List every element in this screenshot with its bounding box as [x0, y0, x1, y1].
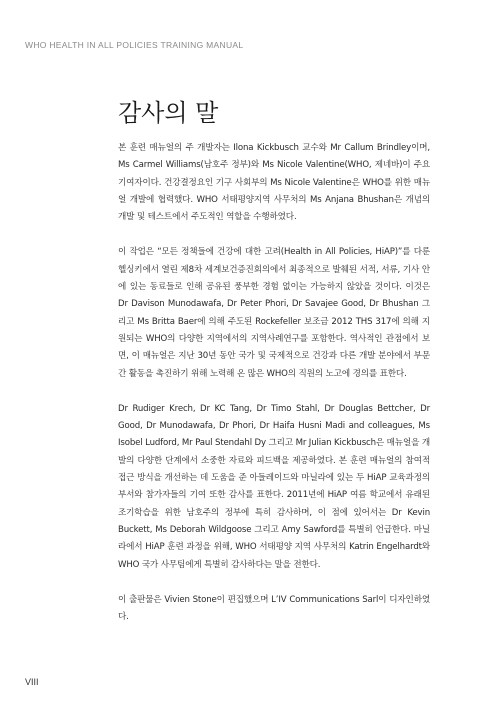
paragraph-publication: 이 출판물은 Vivien Stone이 편집했으며 L’IV Communications Sarl이 디자인하였다. — [118, 594, 430, 623]
paragraph-background: 이 작업은 “모든 정책들에 건강에 대한 고려(Health in All Policies, HiAP)”를 다룬 헬싱키에서 열린 제8차 세계보건증진회의에서 최종적으로 발췌된 서적, 서류, 기사 안에 있는 동료들로 인해 공유된 풍부한 경험 없이는 가능하지 않았을 것이다. 이것은 Dr Davison Munodawafa, Dr Peter Phori, Dr Savajee Good, Dr Bhushan 그리고 Ms Britta Baer에 의해 주도된 Rockefeller 보조금 2012 THS 317에 의해 지원되는 WHO의 다양한 지역에서의 지역사례연구를 포함한다. 역사적인 관점에서 보면, 이 매뉴얼은 지난 30년 동안 국가 및 국제적으로 건강과 다른 개발 분야에서 부문간 활동을 촉진하기 위해 노력해 온 많은 WHO의 직원의 노고에 경의를 표한다. — [118, 247, 430, 379]
paragraph-contributors: Dr Rudiger Krech, Dr KC Tang, Dr Timo Stahl, Dr Douglas Bettcher, Dr Good, Dr Munodawafa, Dr Phori, Dr Haifa Husni Madi and colleagues, Ms Isobel Ludford, Mr Paul Stendahl Dy 그리고 Mr Julian Kickbusch은 매뉴얼을 개발의 다양한 단계에서 소중한 자료와 피드백을 제공하였다. 본 훈련 매뉴얼의 참여적 접근 방식을 개선하는 데 도움을 준 아들레이드와 마닐라에 있는 두 HiAP 교육과정의 부서와 참가자들의 기여 또한 감사를 표한다. 2011년에 HiAP 여름 학교에서 유래된 조기학습을 위한 남호주의 정부에 특히 감사하며, 이 점에 있어서는 Dr Kevin Buckett, Ms Deborah Wildgoose 그리고 Amy Sawford를 특별히 언급한다. 마닐라에서 HiAP 훈련 과정을 위해, WHO 서태평양 지역 사무처의 Katrin Engelhardt와 WHO 국가 사무팀에게 특별히 감사하다는 말을 전한다. — [118, 403, 430, 570]
page-number: VIII — [25, 677, 39, 687]
body-text — [118, 140, 430, 644]
running-header: WHO HEALTH IN ALL POLICIES TRAINING MANUAL — [25, 40, 244, 50]
page-title: 감사의 말 — [118, 99, 219, 127]
paragraph-developers: 본 훈련 매뉴얼의 주 개발자는 Ilona Kickbusch 교수와 Mr Callum Brindley이며, Ms Carmel Williams(남호주 정부)와 Ms Nicole Valentine(WHO, 제네바)이 주요 기여자이다. 건강결정요인 기구 사회부의 Ms Nicole Valentine은 WHO를 위한 매뉴얼 개발에 협력했다. WHO 서태평양지역 사무처의 Ms Anjana Bhushan은 개념의 개발 및 테스트에서 주도적인 역할을 수행하였다. — [118, 143, 430, 223]
